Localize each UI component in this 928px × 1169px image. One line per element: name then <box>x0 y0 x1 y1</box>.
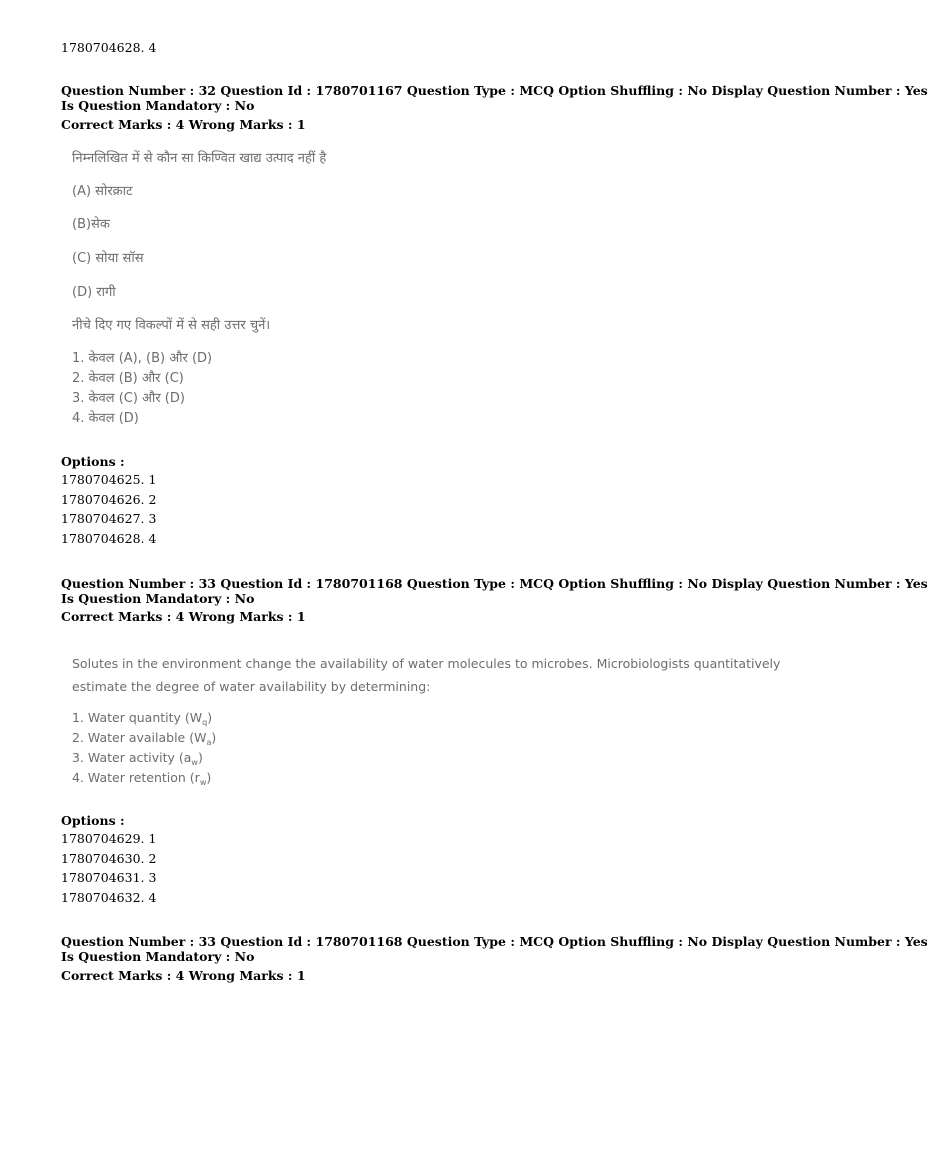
q32-question-text: निम्नलिखित में से कौन सा किण्वित खाद्य उत्पाद नहीं है <box>72 151 327 166</box>
q32-option-2: 1780704626. 2 <box>61 491 157 507</box>
q33-options-list <box>61 829 156 907</box>
q32-option-3: 1780704627. 3 <box>61 511 157 527</box>
q32-options-list <box>61 470 156 548</box>
q32-marks: Correct Marks : 4 Wrong Marks : 1 <box>61 117 306 132</box>
q32-mandatory: Is Question Mandatory : No <box>61 98 255 113</box>
q33-question-line-1: Solutes in the environment change the availability of water molecules to microbes. Microbiologists quantitatively <box>72 656 781 671</box>
q32-choice-1: 1. केवल (A), (B) और (D) <box>72 351 213 366</box>
q33-header: Question Number : 33 Question Id : 1780701168 Question Type : MCQ Option Shuffling : No Display Question Number : Yes <box>61 576 928 591</box>
q33-option-3: 1780704631. 3 <box>61 870 157 886</box>
q32-choice-2: 2. केवल (B) और (C) <box>72 371 184 386</box>
q33b-marks: Correct Marks : 4 Wrong Marks : 1 <box>61 968 306 983</box>
q33-choice-2: 2. Water available $(W_a)$ <box>72 730 217 747</box>
q33b-header: Question Number : 33 Question Id : 1780701168 Question Type : MCQ Option Shuffling : No Display Question Number : Yes <box>61 934 928 949</box>
q32-choice-4: 4. केवल (D) <box>72 411 139 426</box>
q32-instruction: नीचे दिए गए विकल्पों में से सही उत्तर चुनें। <box>72 318 271 333</box>
q32-option-4: 1780704628. 4 <box>61 530 157 546</box>
q32-options-label: Options : <box>61 454 125 469</box>
q32-option-1: 1780704625. 1 <box>61 472 157 487</box>
q32-item-c: (C) सोया सॉस <box>72 251 144 266</box>
q33-mandatory: Is Question Mandatory : No <box>61 591 255 606</box>
q33-options-label: Options : <box>61 813 125 828</box>
q33-option-2: 1780704630. 2 <box>61 850 157 866</box>
q33-choice-1: 1. Water quantity $(W_q)$ <box>72 710 213 727</box>
q33-option-1: 1780704629. 1 <box>61 831 157 846</box>
q32-header: Question Number : 32 Question Id : 1780701167 Question Type : MCQ Option Shuffling : No Display Question Number : Yes <box>61 83 928 98</box>
q32-item-d: (D) रागी <box>72 285 116 300</box>
q33-question-line-2: estimate the degree of water availability by determining: <box>72 679 431 694</box>
q33-choice-4: 4. Water retention $(r_w)$ <box>72 770 212 787</box>
previous-option-line: 1780704628. 4 <box>61 40 157 55</box>
q32-item-a: (A) सोरक्राट <box>72 184 133 199</box>
q32-choice-3: 3. केवल (C) और (D) <box>72 391 185 406</box>
q33b-mandatory: Is Question Mandatory : No <box>61 949 255 964</box>
q32-item-b: (B)सेक <box>72 217 110 232</box>
q33-option-4: 1780704632. 4 <box>61 889 157 905</box>
q33-choice-3: 3. Water activity $(a_w)$ <box>72 750 203 767</box>
q33-marks: Correct Marks : 4 Wrong Marks : 1 <box>61 609 306 624</box>
